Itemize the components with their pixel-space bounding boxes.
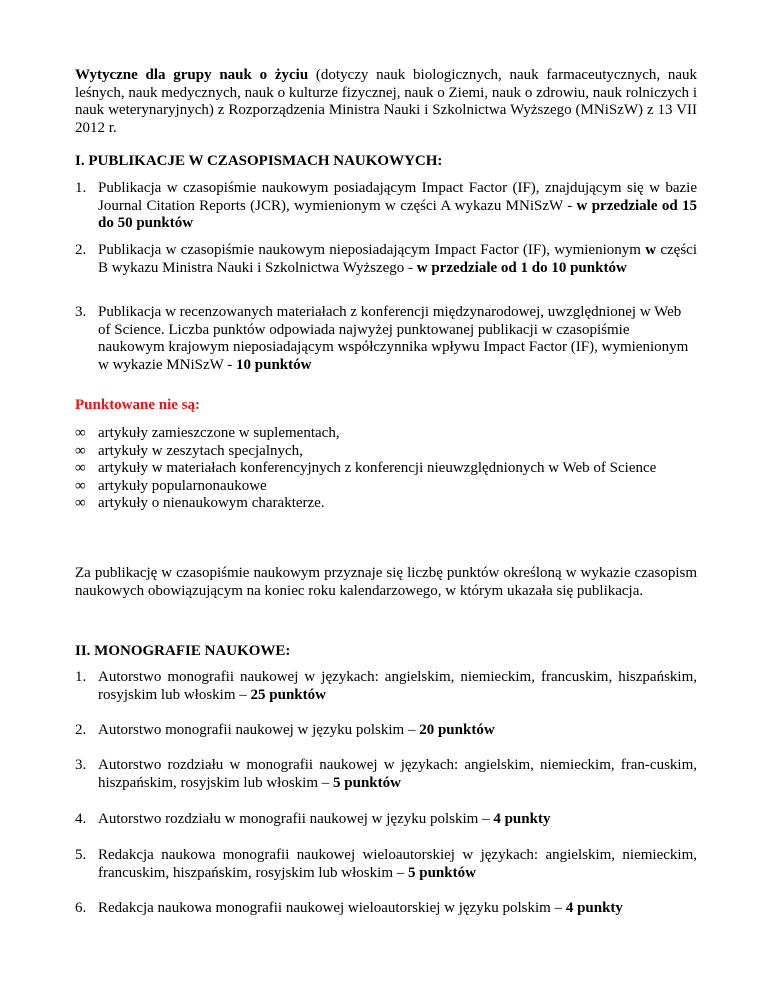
- item-text: Publikacja w czasopiśmie naukowym nieposiadającym Impact Factor (IF), wymienionym: [98, 242, 646, 258]
- item-text: Publikacja w recenzowanych materiałach z konferencji międzynarodowej, uwzględnionej w Web of Science. Liczba punktów odpowiada najwyżej punktowanej publikacji w czasopiśmie naukowym krajowym nieposiadającym współczynnika wpływu Impact Factor (IF), wymienionym w wykazie MNiSzW -: [98, 304, 689, 373]
- item-points: 5 punktów: [333, 774, 401, 791]
- item-points: 4 punkty: [565, 900, 623, 916]
- list-item-text: artykuły w zeszytach specjalnych,: [98, 442, 303, 459]
- item-points: 5 punktów: [407, 864, 476, 881]
- section2-item-5: [75, 847, 697, 882]
- item-points: w przedziale od 15 do 50 punktów: [98, 197, 697, 231]
- item-number: 3.: [75, 304, 87, 320]
- list-item: [75, 443, 697, 461]
- infinity-bullet-icon: ∞: [75, 477, 86, 494]
- item-number: 5.: [75, 847, 87, 863]
- item-text: Redakcja naukowa monografii naukowej wieloautorskiej w językach: angielskim, niemieckim, francuskim, hiszpańskim, rosyjskim lub włoskim –: [98, 847, 697, 881]
- item-number: 2.: [75, 722, 87, 738]
- item-number: 4.: [75, 811, 87, 827]
- section2-item-3: [75, 757, 697, 792]
- infinity-bullet-icon: ∞: [75, 442, 86, 459]
- list-item: [75, 495, 697, 513]
- section2-item-2: [75, 722, 697, 740]
- item-points: 4 punkty: [493, 811, 551, 827]
- item-number: 1.: [75, 669, 87, 685]
- list-item: [75, 460, 697, 478]
- section2-item-4: [75, 811, 697, 829]
- item-text: Autorstwo monografii naukowej w językach: angielskim, niemieckim, francuskim, hiszpańskim, rosyjskim lub włoskim –: [98, 669, 697, 703]
- note-paragraph: Za publikację w czasopiśmie naukowym przyznaje się liczbę punktów określoną w wykazie czasopism naukowych obowiązującym na koniec roku kalendarzowego, w którym ukazała się publikacja.: [75, 565, 697, 599]
- item-text: Autorstwo rozdziału w monografii naukowej w językach: angielskim, niemieckim, fran-cuskim, hiszpańskim, rosyjskim lub włoskim –: [98, 757, 697, 791]
- section1-item-1: [75, 180, 697, 233]
- item-bold-word: w: [645, 242, 657, 258]
- list-item-text: artykuły zamieszczone w suplementach,: [98, 425, 340, 441]
- item-text: Redakcja naukowa monografii naukowej wieloautorskiej w języku polskim –: [98, 900, 566, 916]
- item-number: 2.: [75, 242, 87, 258]
- intro-paragraph: [75, 67, 697, 137]
- section2-item-1: [75, 669, 697, 704]
- item-points: 10 punktów: [236, 356, 312, 373]
- item-points: 25 punktów: [250, 686, 326, 703]
- list-item-text: artykuły w materiałach konferencyjnych z konferencji nieuwzględnionych w Web of Science: [98, 460, 657, 476]
- list-item-text: artykuły popularnonaukowe: [98, 477, 267, 494]
- item-text: Publikacja w czasopiśmie naukowym posiadającym Impact Factor (IF), znajdującym się w bazie Journal Citation Reports (JCR), wymienionym w części A wykazu MNiSzW -: [98, 180, 697, 214]
- intro-text: (dotyczy nauk biologicznych, nauk farmaceutycznych, nauk leśnych, nauk medycznych, nauk o kulturze fizycznej, nauk o Ziemi, nauk o zdrowiu, nauk rolniczych i nauk weterynaryjnych) z Rozporządzenia Ministra Nauki i Szkolnictwa Wyższego (MNiSzW) z 13 VII 2012 r.: [75, 67, 698, 136]
- section2-heading: II. MONOGRAFIE NAUKOWE:: [75, 643, 291, 659]
- infinity-bullet-icon: ∞: [75, 495, 86, 511]
- list-item-text: artykuły o nienaukowym charakterze.: [98, 495, 325, 511]
- not-scored-heading: Punktowane nie są:: [75, 397, 201, 413]
- infinity-bullet-icon: ∞: [75, 460, 86, 476]
- item-text: Autorstwo rozdziału w monografii naukowej w języku polskim –: [98, 811, 494, 827]
- list-item: [75, 425, 697, 443]
- item-points: w przedziale od 1 do 10 punktów: [416, 259, 627, 276]
- item-number: 3.: [75, 757, 87, 773]
- not-scored-list: [75, 425, 697, 513]
- item-number: 1.: [75, 180, 87, 196]
- intro-bold: Wytyczne dla grupy nauk o życiu: [75, 67, 309, 83]
- section1-item-3: [75, 304, 697, 374]
- list-item: [75, 478, 697, 496]
- item-text: Autorstwo monografii naukowej w języku polskim –: [98, 722, 420, 738]
- item-points: 20 punktów: [419, 722, 495, 738]
- section2-item-6: [75, 900, 697, 918]
- section1-heading: I. PUBLIKACJE W CZASOPISMACH NAUKOWYCH:: [75, 153, 443, 169]
- item-text-continued: części B wykazu Ministra Nauki i Szkolnictwa Wyższego -: [98, 242, 697, 276]
- section1-item-2: [75, 242, 697, 277]
- item-number: 6.: [75, 900, 87, 916]
- infinity-bullet-icon: ∞: [75, 425, 86, 441]
